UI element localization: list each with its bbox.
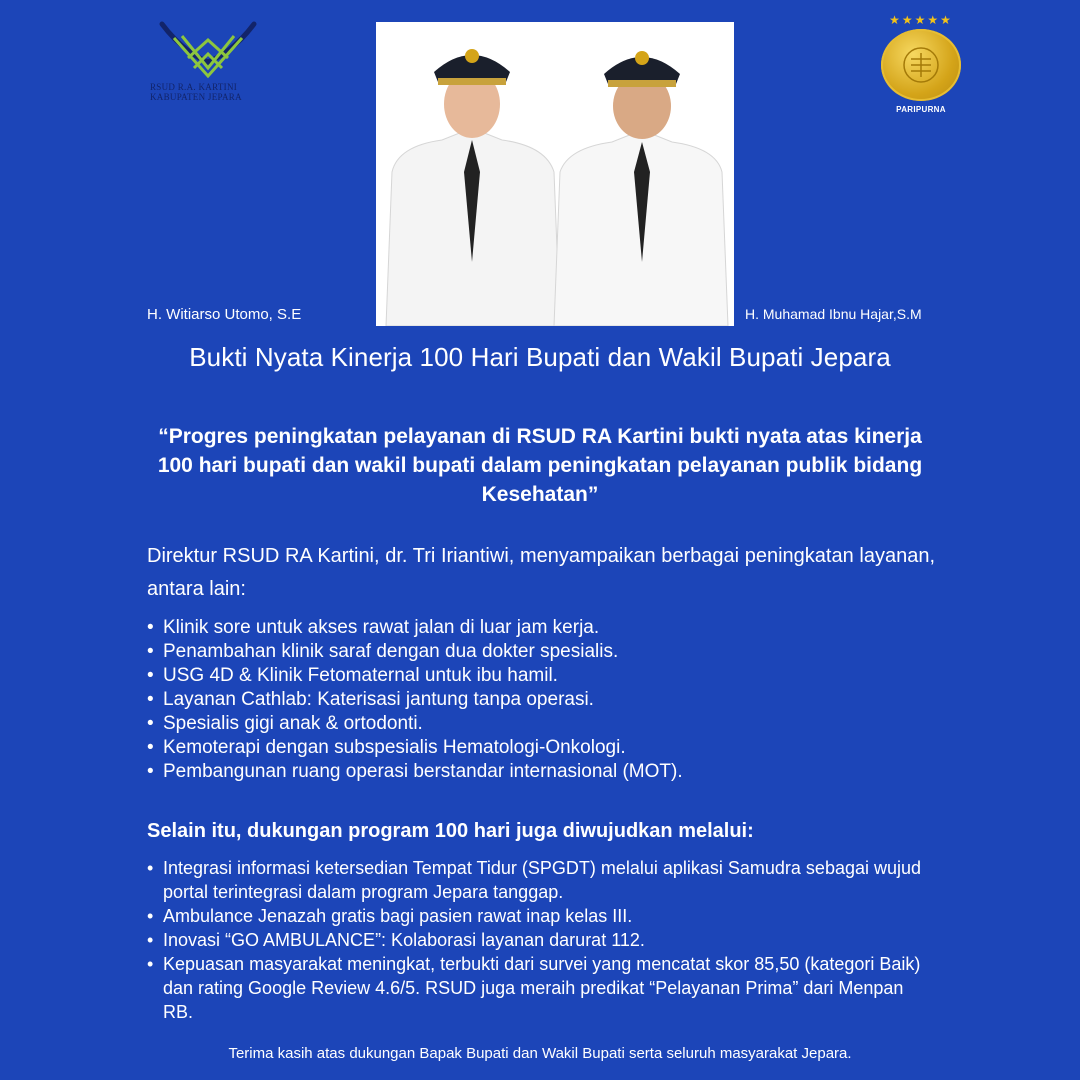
- list-item: • Kemoterapi dengan subspesialis Hematologi-Onkologi.: [147, 736, 947, 760]
- rsud-kartini-logo: [150, 18, 265, 113]
- officials-photo-icon: [376, 22, 734, 326]
- support-list: [147, 856, 937, 1024]
- paripurna-caption: PARIPURNA: [896, 105, 946, 114]
- intro-paragraph: Direktur RSUD RA Kartini, dr. Tri Iriantiwi, menyampaikan berbagai peningkatan layanan, antara lain:: [147, 545, 935, 600]
- list-item: • Pembangunan ruang operasi berstandar internasional (MOT).: [147, 760, 947, 784]
- list-item: • Ambulance Jenazah gratis bagi pasien rawat inap kelas III.: [147, 904, 937, 928]
- list-item: • Kepuasan masyarakat meningkat, terbukti dari survei yang mencatat skor 85,50 (kategori Baik) dan rating Google Review 4.6/5. RSUD juga meraih predikat “Pelayanan Prima” dari Menpan RB.: [147, 952, 937, 1024]
- left-official-name: H. Witiarso Utomo, S.E: [147, 306, 302, 323]
- officials-photo: [376, 22, 734, 326]
- paripurna-medal-icon: [881, 29, 961, 101]
- rsud-kartini-logo-icon: [158, 18, 258, 80]
- support-heading: Selain itu, dukungan program 100 hari juga diwujudkan melalui:: [147, 820, 754, 842]
- services-list: [147, 616, 947, 784]
- list-item: • Klinik sore untuk akses rawat jalan di luar jam kerja.: [147, 616, 947, 640]
- page-headline: Bukti Nyata Kinerja 100 Hari Bupati dan Wakil Bupati Jepara: [189, 342, 891, 372]
- star-rating-icon: ★★★★★: [889, 13, 953, 27]
- logo-text-line1: RSUD R.A. KARTINI: [150, 82, 238, 92]
- thanks-footer: Terima kasih atas dukungan Bapak Bupati dan Wakil Bupati serta seluruh masyarakat Jepara.: [228, 1045, 852, 1062]
- list-item: • USG 4D & Klinik Fetomaternal untuk ibu hamil.: [147, 664, 947, 688]
- logo-text-line2: KABUPATEN JEPARA: [150, 92, 242, 102]
- quote-text: “Progres peningkatan pelayanan di RSUD RA Kartini bukti nyata atas kinerja 100 hari bupati dan wakil bupati dalam peningkatan pelayanan publik bidang Kesehatan”: [157, 425, 923, 506]
- paripurna-badge: [874, 14, 968, 114]
- list-item: • Layanan Cathlab: Katerisasi jantung tanpa operasi.: [147, 688, 947, 712]
- list-item: • Inovasi “GO AMBULANCE”: Kolaborasi layanan darurat 112.: [147, 928, 937, 952]
- right-official-name: H. Muhamad Ibnu Hajar,S.M: [745, 306, 922, 322]
- list-item: • Penambahan klinik saraf dengan dua dokter spesialis.: [147, 640, 947, 664]
- list-item: • Spesialis gigi anak & ortodonti.: [147, 712, 947, 736]
- list-item: • Integrasi informasi ketersedian Tempat Tidur (SPGDT) melalui aplikasi Samudra sebagai wujud portal terintegrasi dalam program Jepara tanggap.: [147, 856, 937, 904]
